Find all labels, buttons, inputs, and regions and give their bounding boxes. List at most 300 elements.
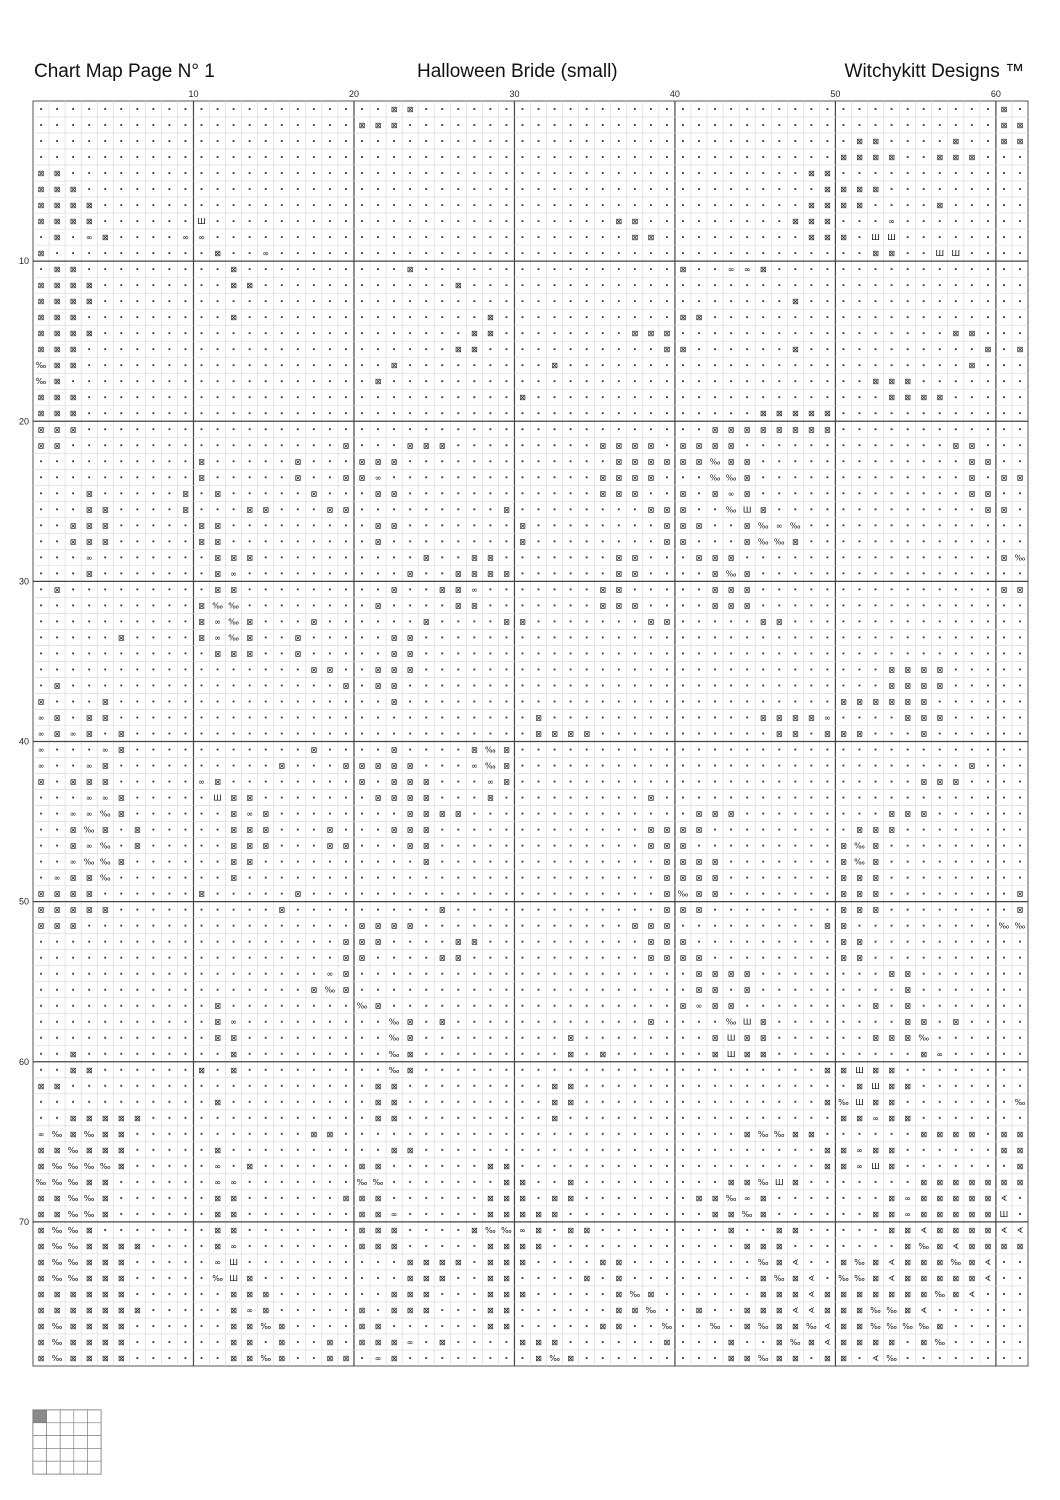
empty-stitch-dot xyxy=(810,140,812,142)
empty-stitch-dot xyxy=(152,1181,154,1183)
empty-stitch-dot xyxy=(313,797,315,799)
stitch-symbol: ⊠ xyxy=(519,1209,526,1219)
stitch-symbol: ⊠ xyxy=(872,1289,879,1299)
stitch-symbol: ⊠ xyxy=(711,569,719,579)
empty-stitch-dot xyxy=(618,941,620,943)
empty-stitch-dot xyxy=(859,108,861,110)
empty-stitch-dot xyxy=(762,1149,764,1151)
stitch-symbol: ∞ xyxy=(470,761,478,771)
empty-stitch-dot xyxy=(201,1165,203,1167)
empty-stitch-dot xyxy=(1019,412,1021,414)
stitch-symbol: ⊠ xyxy=(69,1337,77,1347)
empty-stitch-dot xyxy=(666,252,668,254)
empty-stitch-dot xyxy=(698,1165,700,1167)
stitch-symbol: ⊠ xyxy=(85,1353,93,1363)
empty-stitch-dot xyxy=(104,1229,106,1231)
empty-stitch-dot xyxy=(987,604,989,606)
empty-stitch-dot xyxy=(457,877,459,879)
empty-stitch-dot xyxy=(618,332,620,334)
empty-stitch-dot xyxy=(281,140,283,142)
empty-stitch-dot xyxy=(457,621,459,623)
stitch-symbol: ⊠ xyxy=(69,905,77,915)
empty-stitch-dot xyxy=(506,1021,508,1023)
empty-stitch-dot xyxy=(185,476,187,478)
empty-stitch-dot xyxy=(955,300,957,302)
stitch-symbol: ⊠ xyxy=(278,761,286,771)
empty-stitch-dot xyxy=(185,669,187,671)
stitch-symbol: ⊠ xyxy=(920,681,928,691)
empty-stitch-dot xyxy=(746,108,748,110)
stitch-symbol: ⊠ xyxy=(647,441,655,451)
empty-stitch-dot xyxy=(955,1037,957,1039)
empty-stitch-dot xyxy=(249,973,251,975)
empty-stitch-dot xyxy=(859,749,861,751)
empty-stitch-dot xyxy=(1003,492,1005,494)
empty-stitch-dot xyxy=(425,220,427,222)
stitch-symbol: ⊠ xyxy=(406,1145,414,1155)
empty-stitch-dot xyxy=(136,556,138,558)
empty-stitch-dot xyxy=(875,749,877,751)
empty-stitch-dot xyxy=(891,476,893,478)
empty-stitch-dot xyxy=(425,524,427,526)
empty-stitch-dot xyxy=(586,909,588,911)
empty-stitch-dot xyxy=(329,797,331,799)
empty-stitch-dot xyxy=(955,172,957,174)
empty-stitch-dot xyxy=(538,813,540,815)
empty-stitch-dot xyxy=(538,1197,540,1199)
empty-stitch-dot xyxy=(971,893,973,895)
empty-stitch-dot xyxy=(313,1261,315,1263)
empty-stitch-dot xyxy=(762,877,764,879)
empty-stitch-dot xyxy=(987,797,989,799)
empty-stitch-dot xyxy=(88,380,90,382)
stitch-symbol: ⊠ xyxy=(487,1193,494,1203)
empty-stitch-dot xyxy=(361,701,363,703)
empty-stitch-dot xyxy=(377,973,379,975)
empty-stitch-dot xyxy=(473,1085,475,1087)
empty-stitch-dot xyxy=(506,637,508,639)
empty-stitch-dot xyxy=(329,813,331,815)
empty-stitch-dot xyxy=(714,364,716,366)
stitch-symbol: ⊠ xyxy=(1000,1241,1008,1251)
empty-stitch-dot xyxy=(955,733,957,735)
empty-stitch-dot xyxy=(826,653,828,655)
empty-stitch-dot xyxy=(522,588,524,590)
empty-stitch-dot xyxy=(794,476,796,478)
stitch-symbol: ⊠ xyxy=(198,601,205,611)
empty-stitch-dot xyxy=(185,1053,187,1055)
empty-stitch-dot xyxy=(618,108,620,110)
empty-stitch-dot xyxy=(104,268,106,270)
empty-stitch-dot xyxy=(506,172,508,174)
stitch-symbol: ‰ xyxy=(773,1273,785,1283)
empty-stitch-dot xyxy=(826,460,828,462)
empty-stitch-dot xyxy=(538,957,540,959)
empty-stitch-dot xyxy=(120,829,122,831)
stitch-symbol: ⊠ xyxy=(743,473,751,483)
empty-stitch-dot xyxy=(1003,1261,1005,1263)
stitch-symbol: ⊠ xyxy=(374,1081,382,1091)
stitch-symbol: ⊠ xyxy=(791,409,799,419)
empty-stitch-dot xyxy=(650,1085,652,1087)
empty-stitch-dot xyxy=(618,204,620,206)
empty-stitch-dot xyxy=(233,364,235,366)
empty-stitch-dot xyxy=(650,1229,652,1231)
empty-stitch-dot xyxy=(506,1149,508,1151)
empty-stitch-dot xyxy=(762,685,764,687)
stitch-symbol: ‰ xyxy=(854,857,865,867)
stitch-symbol: ⊠ xyxy=(310,745,318,755)
stitch-symbol: ⊠ xyxy=(968,457,976,467)
empty-stitch-dot xyxy=(843,1197,845,1199)
empty-stitch-dot xyxy=(891,909,893,911)
empty-stitch-dot xyxy=(409,685,411,687)
empty-stitch-dot xyxy=(586,797,588,799)
empty-stitch-dot xyxy=(329,604,331,606)
empty-stitch-dot xyxy=(650,252,652,254)
empty-stitch-dot xyxy=(1003,733,1005,735)
empty-stitch-dot xyxy=(778,364,780,366)
empty-stitch-dot xyxy=(313,300,315,302)
stitch-symbol: ⊠ xyxy=(695,457,703,467)
empty-stitch-dot xyxy=(281,284,283,286)
stitch-symbol: ⊠ xyxy=(342,505,350,515)
empty-stitch-dot xyxy=(778,925,780,927)
empty-stitch-dot xyxy=(907,797,909,799)
stitch-symbol: ⊠ xyxy=(711,1209,719,1219)
empty-stitch-dot xyxy=(217,460,219,462)
stitch-symbol: ⊠ xyxy=(85,569,93,579)
empty-stitch-dot xyxy=(345,653,347,655)
empty-stitch-dot xyxy=(698,252,700,254)
empty-stitch-dot xyxy=(666,1053,668,1055)
empty-stitch-dot xyxy=(698,188,700,190)
empty-stitch-dot xyxy=(441,412,443,414)
empty-stitch-dot xyxy=(586,1165,588,1167)
empty-stitch-dot xyxy=(329,1053,331,1055)
empty-stitch-dot xyxy=(698,108,700,110)
empty-stitch-dot xyxy=(987,1325,989,1327)
empty-stitch-dot xyxy=(826,492,828,494)
empty-stitch-dot xyxy=(506,733,508,735)
empty-stitch-dot xyxy=(570,108,572,110)
empty-stitch-dot xyxy=(297,1037,299,1039)
empty-stitch-dot xyxy=(826,1085,828,1087)
empty-stitch-dot xyxy=(56,941,58,943)
stitch-symbol: ⊠ xyxy=(519,1337,526,1347)
empty-stitch-dot xyxy=(618,1069,620,1071)
empty-stitch-dot xyxy=(987,1085,989,1087)
stitch-symbol: ⊠ xyxy=(535,1209,542,1219)
empty-stitch-dot xyxy=(602,124,604,126)
empty-stitch-dot xyxy=(971,621,973,623)
empty-stitch-dot xyxy=(939,108,941,110)
empty-stitch-dot xyxy=(554,428,556,430)
empty-stitch-dot xyxy=(875,797,877,799)
empty-stitch-dot xyxy=(409,733,411,735)
empty-stitch-dot xyxy=(152,316,154,318)
empty-stitch-dot xyxy=(826,396,828,398)
empty-stitch-dot xyxy=(810,765,812,767)
empty-stitch-dot xyxy=(730,1277,732,1279)
empty-stitch-dot xyxy=(1003,637,1005,639)
empty-stitch-dot xyxy=(987,1037,989,1039)
empty-stitch-dot xyxy=(345,412,347,414)
empty-stitch-dot xyxy=(473,284,475,286)
empty-stitch-dot xyxy=(634,637,636,639)
empty-stitch-dot xyxy=(1003,156,1005,158)
empty-stitch-dot xyxy=(778,653,780,655)
empty-stitch-dot xyxy=(939,492,941,494)
empty-stitch-dot xyxy=(441,1197,443,1199)
empty-stitch-dot xyxy=(104,220,106,222)
empty-stitch-dot xyxy=(778,1021,780,1023)
empty-stitch-dot xyxy=(634,845,636,847)
empty-stitch-dot xyxy=(955,637,957,639)
empty-stitch-dot xyxy=(169,1213,171,1215)
empty-stitch-dot xyxy=(682,380,684,382)
empty-stitch-dot xyxy=(939,765,941,767)
stitch-symbol: ⊠ xyxy=(583,729,591,739)
empty-stitch-dot xyxy=(570,797,572,799)
empty-stitch-dot xyxy=(377,1037,379,1039)
empty-stitch-dot xyxy=(843,428,845,430)
stitch-symbol: ⊠ xyxy=(1000,553,1008,563)
empty-stitch-dot xyxy=(907,861,909,863)
empty-stitch-dot xyxy=(489,1069,491,1071)
empty-stitch-dot xyxy=(794,781,796,783)
empty-stitch-dot xyxy=(104,348,106,350)
empty-stitch-dot xyxy=(522,909,524,911)
empty-stitch-dot xyxy=(522,572,524,574)
stitch-symbol: ⊠ xyxy=(952,1225,960,1235)
empty-stitch-dot xyxy=(682,476,684,478)
empty-stitch-dot xyxy=(602,973,604,975)
empty-stitch-dot xyxy=(618,1213,620,1215)
empty-stitch-dot xyxy=(201,1053,203,1055)
empty-stitch-dot xyxy=(1003,813,1005,815)
stitch-symbol: Ш xyxy=(213,793,222,803)
empty-stitch-dot xyxy=(120,236,122,238)
empty-stitch-dot xyxy=(297,1085,299,1087)
empty-stitch-dot xyxy=(682,140,684,142)
stitch-symbol: ⊠ xyxy=(101,777,109,787)
empty-stitch-dot xyxy=(538,877,540,879)
empty-stitch-dot xyxy=(875,428,877,430)
empty-stitch-dot xyxy=(120,140,122,142)
empty-stitch-dot xyxy=(409,588,411,590)
empty-stitch-dot xyxy=(762,1229,764,1231)
empty-stitch-dot xyxy=(859,588,861,590)
stitch-symbol: ⊠ xyxy=(422,617,430,627)
stitch-symbol: ⊠ xyxy=(663,905,671,915)
empty-stitch-dot xyxy=(473,1245,475,1247)
empty-stitch-dot xyxy=(217,124,219,126)
stitch-symbol: ⊠ xyxy=(984,505,992,515)
empty-stitch-dot xyxy=(554,893,556,895)
stitch-symbol: ⊠ xyxy=(37,1225,45,1235)
stitch-symbol: ⊠ xyxy=(663,505,671,515)
empty-stitch-dot xyxy=(104,172,106,174)
stitch-symbol: ⊠ xyxy=(37,409,45,419)
empty-stitch-dot xyxy=(201,108,203,110)
empty-stitch-dot xyxy=(313,957,315,959)
stitch-symbol: ⊠ xyxy=(53,233,61,243)
empty-stitch-dot xyxy=(794,701,796,703)
empty-stitch-dot xyxy=(377,412,379,414)
stitch-symbol: ⊠ xyxy=(807,169,815,179)
stitch-symbol: ⊠ xyxy=(663,921,671,931)
empty-stitch-dot xyxy=(907,332,909,334)
empty-stitch-dot xyxy=(441,252,443,254)
empty-stitch-dot xyxy=(554,1229,556,1231)
empty-stitch-dot xyxy=(682,1165,684,1167)
empty-stitch-dot xyxy=(265,909,267,911)
empty-stitch-dot xyxy=(522,861,524,863)
empty-stitch-dot xyxy=(1019,653,1021,655)
stitch-symbol: ⊠ xyxy=(920,729,928,739)
empty-stitch-dot xyxy=(891,1181,893,1183)
empty-stitch-dot xyxy=(297,284,299,286)
empty-stitch-dot xyxy=(425,1341,427,1343)
empty-stitch-dot xyxy=(794,556,796,558)
empty-stitch-dot xyxy=(794,460,796,462)
empty-stitch-dot xyxy=(522,957,524,959)
empty-stitch-dot xyxy=(88,1037,90,1039)
empty-stitch-dot xyxy=(457,476,459,478)
empty-stitch-dot xyxy=(506,316,508,318)
stitch-symbol: ⊠ xyxy=(374,761,382,771)
empty-stitch-dot xyxy=(329,588,331,590)
empty-stitch-dot xyxy=(666,1037,668,1039)
empty-stitch-dot xyxy=(522,476,524,478)
empty-stitch-dot xyxy=(939,829,941,831)
stitch-symbol: ⊠ xyxy=(503,1305,510,1315)
empty-stitch-dot xyxy=(570,1021,572,1023)
stitch-symbol: ⊠ xyxy=(920,1337,928,1347)
stitch-symbol: ‰ xyxy=(757,1177,769,1187)
empty-stitch-dot xyxy=(233,1101,235,1103)
empty-stitch-dot xyxy=(923,252,925,254)
stitch-symbol: Ш xyxy=(999,1209,1009,1219)
stitch-symbol: ∞ xyxy=(727,265,735,275)
empty-stitch-dot xyxy=(313,1149,315,1151)
empty-stitch-dot xyxy=(88,348,90,350)
stitch-symbol: ⊠ xyxy=(807,713,815,723)
empty-stitch-dot xyxy=(489,845,491,847)
empty-stitch-dot xyxy=(329,252,331,254)
empty-stitch-dot xyxy=(746,412,748,414)
empty-stitch-dot xyxy=(955,1053,957,1055)
empty-stitch-dot xyxy=(666,188,668,190)
empty-stitch-dot xyxy=(152,909,154,911)
empty-stitch-dot xyxy=(1019,1341,1021,1343)
empty-stitch-dot xyxy=(281,220,283,222)
empty-stitch-dot xyxy=(425,140,427,142)
empty-stitch-dot xyxy=(329,1117,331,1119)
empty-stitch-dot xyxy=(843,669,845,671)
empty-stitch-dot xyxy=(875,316,877,318)
empty-stitch-dot xyxy=(843,476,845,478)
empty-stitch-dot xyxy=(634,1101,636,1103)
empty-stitch-dot xyxy=(457,893,459,895)
empty-stitch-dot xyxy=(746,941,748,943)
stitch-symbol: ⊠ xyxy=(791,1177,799,1187)
empty-stitch-dot xyxy=(971,1085,973,1087)
stitch-symbol: ∢ xyxy=(1000,1225,1008,1235)
empty-stitch-dot xyxy=(473,989,475,991)
empty-stitch-dot xyxy=(650,364,652,366)
stitch-symbol: ⊠ xyxy=(374,1241,382,1251)
stitch-symbol: ⊠ xyxy=(519,521,526,531)
empty-stitch-dot xyxy=(409,140,411,142)
empty-stitch-dot xyxy=(297,1117,299,1119)
empty-stitch-dot xyxy=(441,749,443,751)
empty-stitch-dot xyxy=(1003,572,1005,574)
empty-stitch-dot xyxy=(152,284,154,286)
stitch-symbol: ⊠ xyxy=(246,1273,254,1283)
empty-stitch-dot xyxy=(1019,1021,1021,1023)
empty-stitch-dot xyxy=(56,476,58,478)
stitch-symbol: ⊠ xyxy=(342,953,350,963)
empty-stitch-dot xyxy=(72,1085,74,1087)
empty-stitch-dot xyxy=(923,348,925,350)
stitch-symbol: ⊠ xyxy=(535,1241,542,1251)
empty-stitch-dot xyxy=(955,717,957,719)
empty-stitch-dot xyxy=(185,685,187,687)
empty-stitch-dot xyxy=(329,364,331,366)
empty-stitch-dot xyxy=(634,797,636,799)
stitch-symbol: ⊠ xyxy=(406,633,414,643)
stitch-symbol: ‰ xyxy=(51,1337,63,1347)
empty-stitch-dot xyxy=(169,124,171,126)
empty-stitch-dot xyxy=(249,1149,251,1151)
stitch-symbol: ⊠ xyxy=(53,393,61,403)
empty-stitch-dot xyxy=(907,156,909,158)
empty-stitch-dot xyxy=(602,284,604,286)
stitch-symbol: ⊠ xyxy=(422,1289,430,1299)
stitch-symbol: ⊠ xyxy=(214,569,221,579)
empty-stitch-dot xyxy=(72,1101,74,1103)
empty-stitch-dot xyxy=(650,380,652,382)
empty-stitch-dot xyxy=(136,1229,138,1231)
empty-stitch-dot xyxy=(682,556,684,558)
empty-stitch-dot xyxy=(152,444,154,446)
empty-stitch-dot xyxy=(602,348,604,350)
empty-stitch-dot xyxy=(425,1117,427,1119)
empty-stitch-dot xyxy=(345,268,347,270)
empty-stitch-dot xyxy=(425,124,427,126)
empty-stitch-dot xyxy=(313,396,315,398)
empty-stitch-dot xyxy=(650,540,652,542)
empty-stitch-dot xyxy=(538,460,540,462)
empty-stitch-dot xyxy=(40,1117,42,1119)
empty-stitch-dot xyxy=(40,1053,42,1055)
empty-stitch-dot xyxy=(425,460,427,462)
stitch-symbol: ‰ xyxy=(629,1289,641,1299)
empty-stitch-dot xyxy=(522,1101,524,1103)
empty-stitch-dot xyxy=(425,1037,427,1039)
empty-stitch-dot xyxy=(152,1309,154,1311)
empty-stitch-dot xyxy=(586,637,588,639)
empty-stitch-dot xyxy=(136,701,138,703)
empty-stitch-dot xyxy=(152,1133,154,1135)
empty-stitch-dot xyxy=(778,877,780,879)
empty-stitch-dot xyxy=(409,1245,411,1247)
empty-stitch-dot xyxy=(489,428,491,430)
empty-stitch-dot xyxy=(169,460,171,462)
empty-stitch-dot xyxy=(955,108,957,110)
